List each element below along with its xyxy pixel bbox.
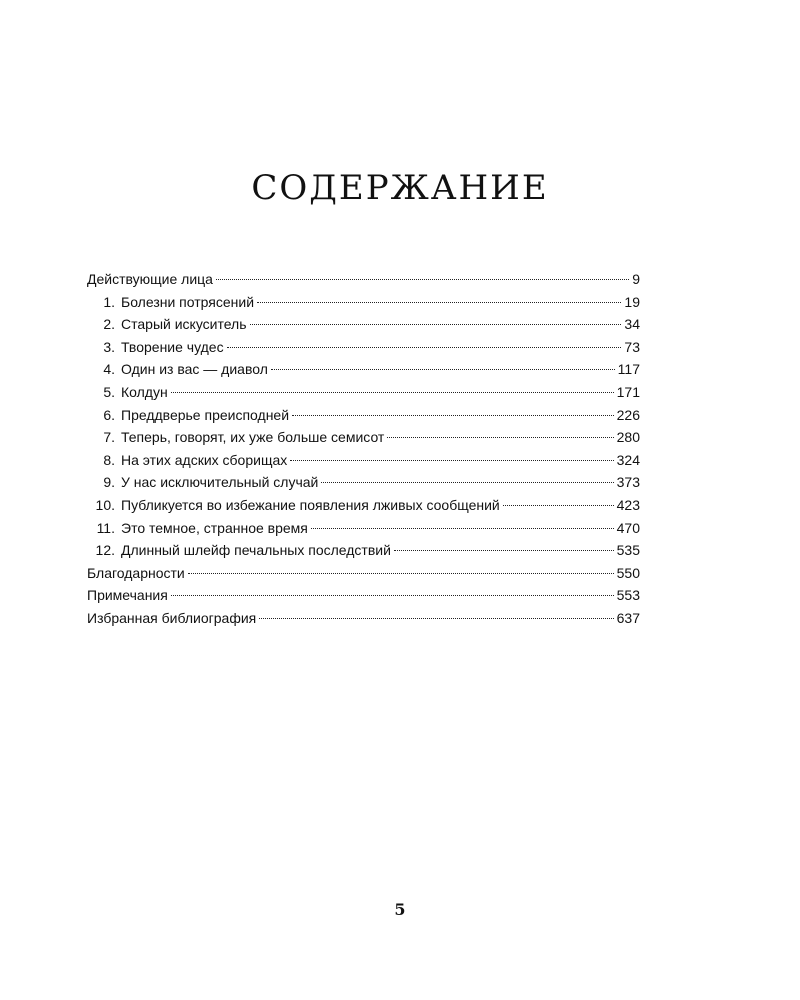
toc-entry-page: 373 bbox=[616, 474, 640, 491]
toc-entry-label: Публикуется во избежание появления лживых сообщений bbox=[121, 496, 500, 513]
toc-entry-number: 5. bbox=[103, 383, 115, 400]
toc-entry-number: 2. bbox=[103, 316, 115, 333]
toc-dot-leader bbox=[503, 504, 614, 506]
page-title: СОДЕРЖАНИЕ bbox=[251, 168, 549, 208]
toc-entry-number: 3. bbox=[103, 338, 115, 355]
toc-entry-number: 12. bbox=[95, 542, 115, 559]
toc-entry-number: 6. bbox=[103, 406, 115, 423]
toc-entry-page: 9 bbox=[632, 271, 640, 287]
toc-entry-label: У нас исключительный случай bbox=[121, 474, 319, 491]
toc-entry bbox=[87, 358, 640, 381]
toc-entry bbox=[87, 471, 640, 494]
toc-dot-leader bbox=[257, 301, 621, 303]
toc-entry bbox=[87, 584, 640, 607]
toc-entry-page: 553 bbox=[616, 587, 640, 604]
toc-entry-page: 226 bbox=[616, 406, 640, 423]
toc-entry-page: 19 bbox=[624, 293, 640, 310]
toc-dot-leader bbox=[387, 436, 613, 438]
toc-entry-number: 7. bbox=[103, 429, 115, 446]
toc-entry-label: Колдун bbox=[121, 383, 168, 400]
toc-dot-leader bbox=[250, 323, 622, 325]
toc-entry bbox=[87, 404, 640, 427]
toc-entry-label: Один из вас — диавол bbox=[121, 361, 268, 378]
toc-dot-leader bbox=[290, 459, 613, 461]
toc-entry-label: Примечания bbox=[87, 587, 168, 604]
toc-entry-number: 10. bbox=[95, 496, 115, 513]
toc-entry-label: Благодарности bbox=[87, 564, 185, 581]
toc-entry-page: 171 bbox=[616, 383, 640, 400]
toc-dot-leader bbox=[311, 527, 614, 529]
toc-entry bbox=[87, 426, 640, 449]
toc-entry-page: 117 bbox=[617, 361, 640, 378]
toc-entry bbox=[87, 607, 640, 630]
toc-entry-label: Болезни потрясений bbox=[121, 293, 255, 310]
toc-entry-number: 1. bbox=[103, 293, 115, 310]
toc-entry-page: 324 bbox=[616, 451, 640, 468]
toc-entry-label: Творение чудес bbox=[121, 338, 224, 355]
toc-dot-leader bbox=[321, 481, 613, 483]
toc-dot-leader bbox=[188, 572, 614, 574]
toc-entry-page: 280 bbox=[616, 429, 640, 446]
toc-entry bbox=[87, 517, 640, 540]
toc-entry bbox=[87, 268, 640, 291]
toc-dot-leader bbox=[292, 414, 614, 416]
toc-entry-label: На этих адских сборищах bbox=[121, 451, 288, 468]
toc-dot-leader bbox=[271, 368, 615, 370]
toc-entry bbox=[87, 562, 640, 585]
toc-entry bbox=[87, 539, 640, 562]
toc-entry-label: Избранная библиография bbox=[87, 609, 257, 626]
toc-dot-leader bbox=[171, 391, 614, 393]
toc-entry-page: 34 bbox=[624, 316, 640, 333]
toc-entry-number: 4. bbox=[103, 361, 115, 378]
toc-dot-leader bbox=[259, 617, 613, 619]
toc-entry-label: Старый искуситель bbox=[121, 316, 247, 333]
toc-entry-number: 11. bbox=[96, 519, 115, 536]
toc-entry-number: 9. bbox=[103, 474, 115, 491]
toc-entry-page: 550 bbox=[616, 564, 640, 581]
toc-entry-page: 423 bbox=[616, 496, 640, 513]
toc-entry-number: 8. bbox=[103, 451, 115, 468]
toc-entry-page: 535 bbox=[616, 542, 640, 559]
toc-entry bbox=[87, 381, 640, 404]
toc-entry bbox=[87, 494, 640, 517]
toc-dot-leader bbox=[227, 346, 622, 348]
toc-entry-page: 73 bbox=[624, 338, 640, 355]
toc-entry-page: 637 bbox=[616, 609, 640, 626]
toc-dot-leader bbox=[171, 594, 614, 596]
table-of-contents bbox=[87, 268, 640, 630]
toc-entry bbox=[87, 313, 640, 336]
toc-entry bbox=[87, 336, 640, 359]
toc-entry-label: Это темное, странное время bbox=[121, 519, 308, 536]
toc-entry-label: Преддверье преисподней bbox=[121, 406, 290, 423]
toc-entry-label: Длинный шлейф печальных последствий bbox=[121, 542, 391, 559]
toc-dot-leader bbox=[394, 549, 614, 551]
toc-entry-page: 470 bbox=[616, 519, 640, 536]
toc-entry-label: Теперь, говорят, их уже больше семисот bbox=[121, 429, 385, 446]
page-number: 5 bbox=[394, 900, 406, 919]
toc-entry bbox=[87, 291, 640, 314]
toc-dot-leader bbox=[216, 278, 629, 280]
toc-entry-label: Действующие лица bbox=[87, 271, 213, 287]
toc-entry bbox=[87, 449, 640, 472]
